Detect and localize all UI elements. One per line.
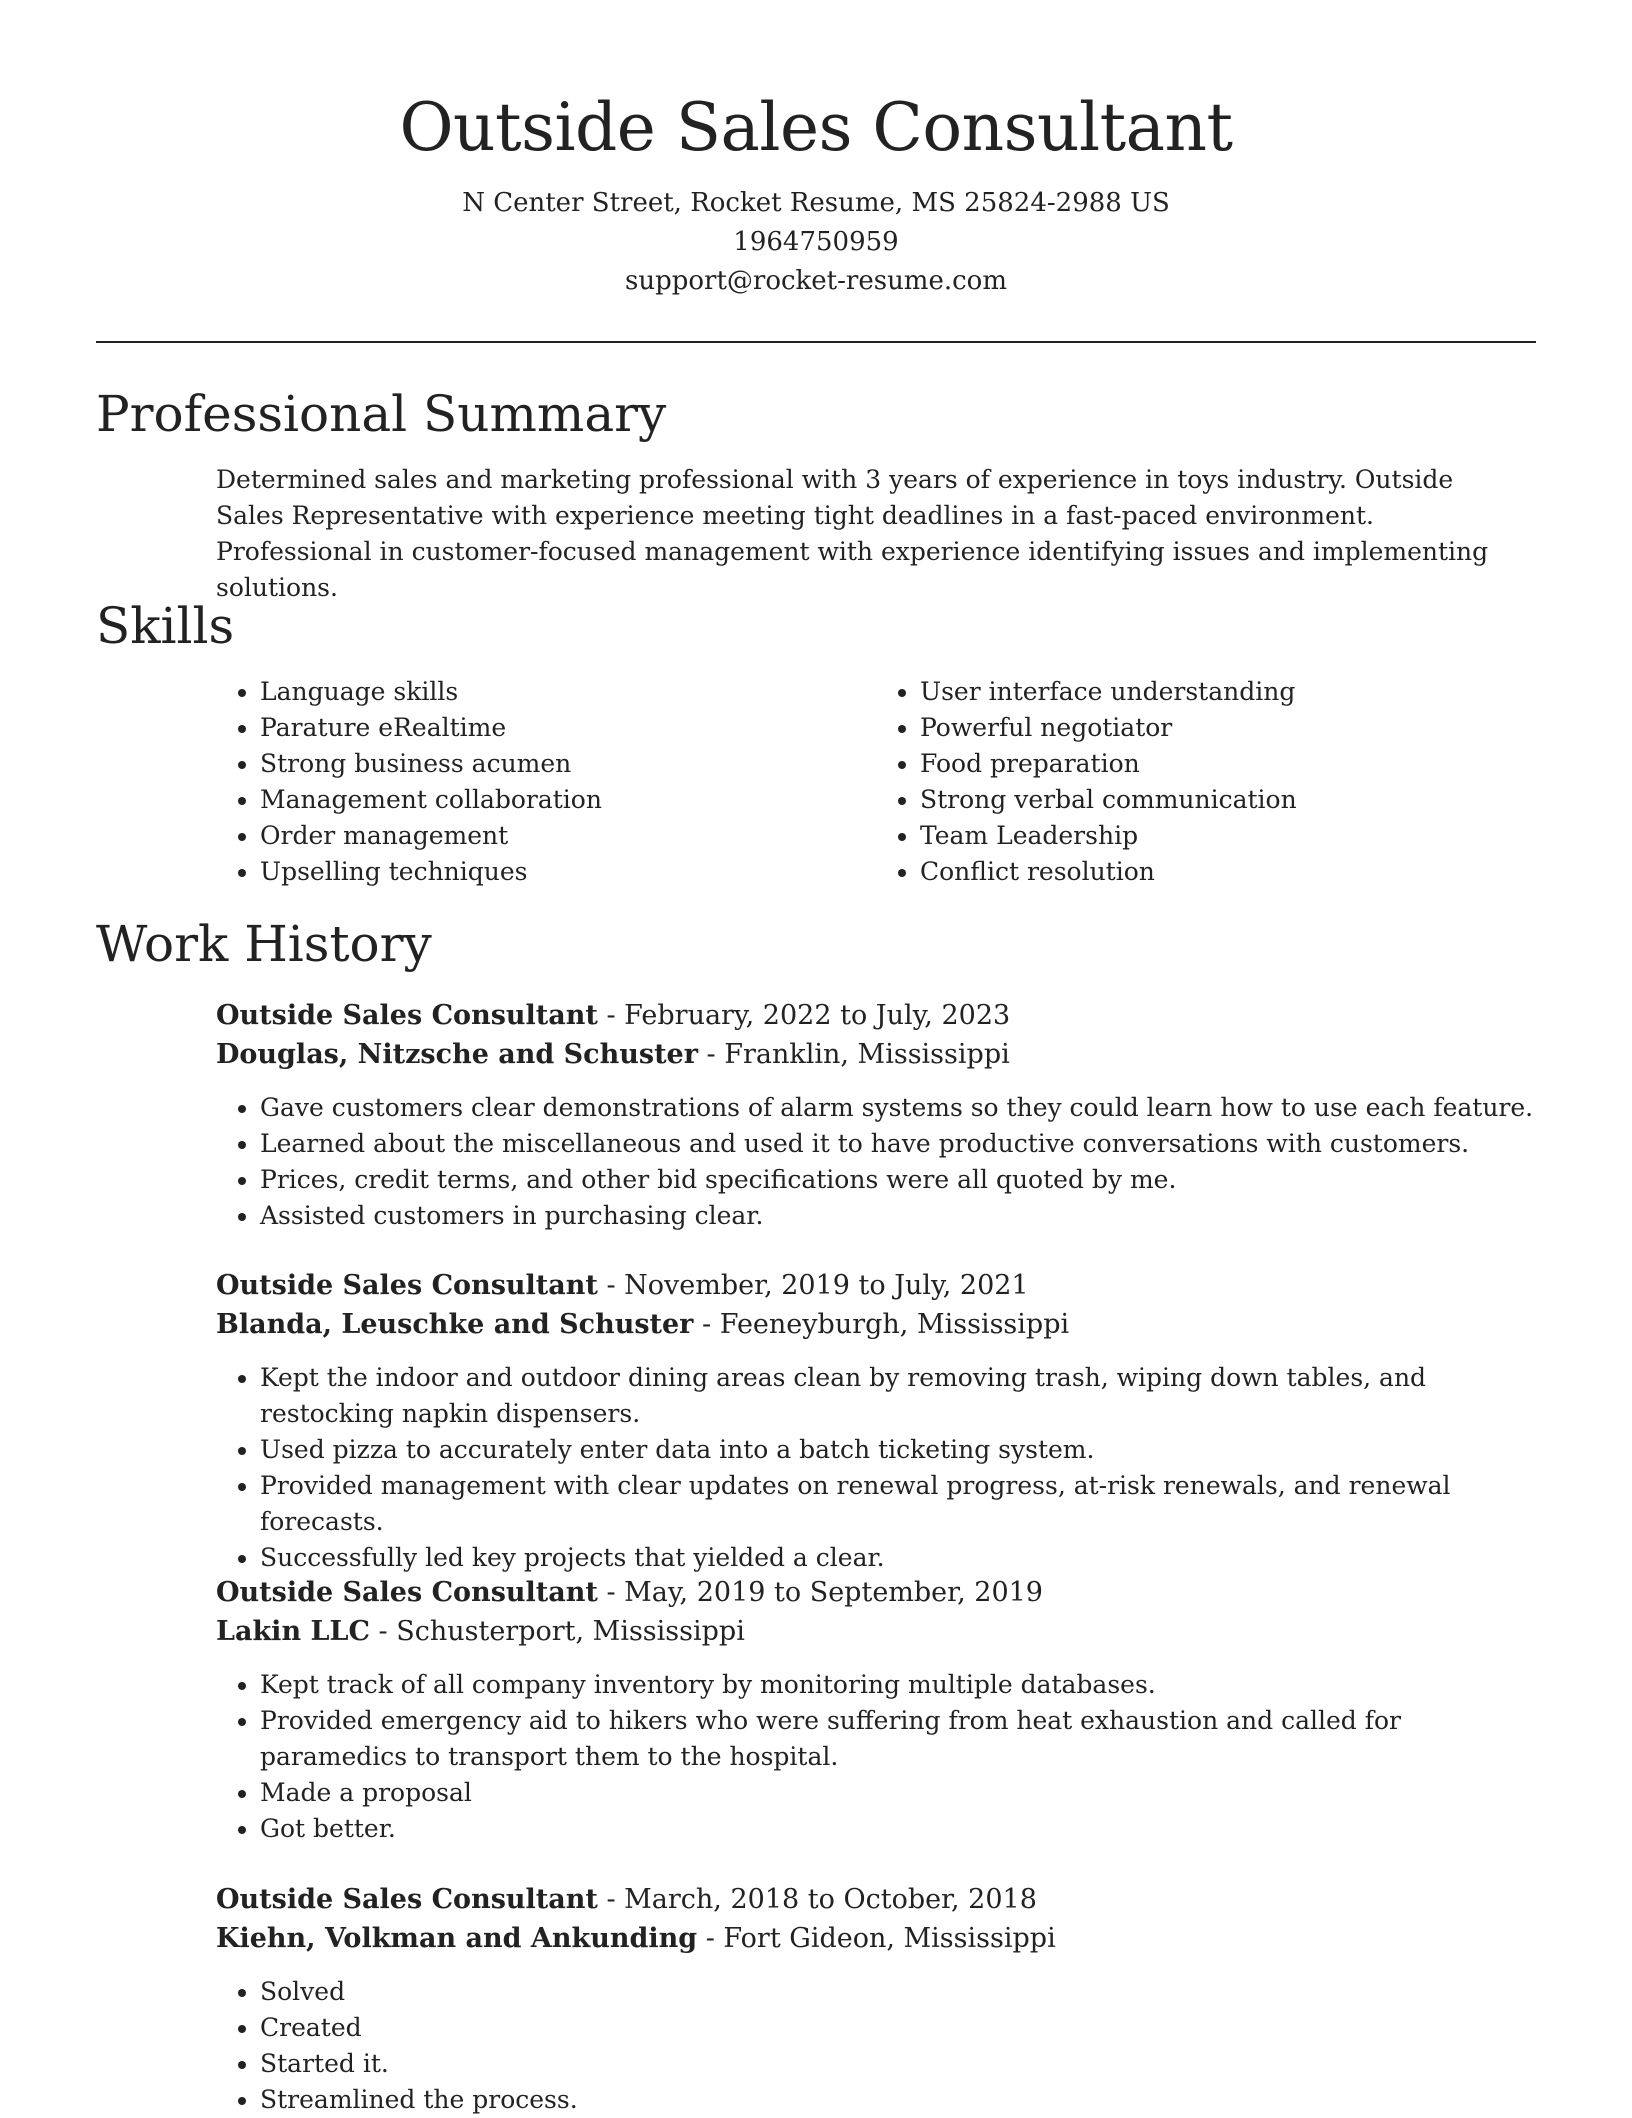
job-bullets — [216, 1360, 1536, 1576]
job-bullet: • Successfully led key projects that yielded a clear. — [260, 1540, 1536, 1576]
job-bullet: • Kept track of all company inventory by monitoring multiple databases. — [260, 1667, 1536, 1703]
contact-address: N Center Street, Rocket Resume, MS 25824-2988 US — [462, 188, 1170, 218]
summary-section-title: Professional Summary — [96, 385, 667, 443]
job-bullets — [216, 1090, 1536, 1234]
skill-item: • Language skills — [260, 674, 876, 710]
job-title-line — [216, 1266, 1536, 1305]
candidate-name: Outside Sales Consultant — [399, 89, 1233, 166]
summary-text: Determined sales and marketing professional with 3 years of experience in toys industry. Outside Sales Representative with experience meeting tight deadlines in a fast-paced environment. Professional in customer-focused management with experience identifying issues and implementing solutions. — [216, 465, 1489, 602]
contact-email: support@rocket-resume.com — [624, 266, 1007, 296]
contact-info — [0, 184, 1632, 301]
job-title-line — [216, 996, 1536, 1035]
job-company: Blanda, Leuschke and Schuster — [216, 1309, 694, 1340]
job-entry — [216, 1573, 1536, 1847]
job-bullet: • Created — [260, 2010, 1536, 2046]
job-entry — [216, 1266, 1536, 1576]
job-company-line — [216, 1305, 1536, 1344]
job-company: Douglas, Nitzsche and Schuster — [216, 1039, 698, 1070]
skill-item: • Order management — [260, 818, 876, 854]
job-title: Outside Sales Consultant — [216, 1577, 598, 1608]
skill-item: • Team Leadership — [920, 818, 1536, 854]
job-bullets — [216, 1974, 1536, 2118]
job-title: Outside Sales Consultant — [216, 1884, 598, 1915]
contact-phone: 1964750959 — [733, 227, 899, 257]
resume-header — [0, 0, 1632, 301]
job-bullet: • Solved — [260, 1974, 1536, 2010]
job-entry — [216, 1880, 1536, 2118]
job-location: - Franklin, Mississippi — [697, 1039, 1010, 1070]
work-section-title: Work History — [96, 915, 432, 973]
job-location: - Schusterport, Mississippi — [369, 1616, 745, 1647]
skills-list — [216, 674, 1536, 890]
job-bullet: • Got better. — [260, 1811, 1536, 1847]
job-bullet: • Gave customers clear demonstrations of alarm systems so they could learn how to use each feature. — [260, 1090, 1536, 1126]
job-bullet: • Provided management with clear updates on renewal progress, at-risk renewals, and renewal forecasts. — [260, 1468, 1536, 1540]
job-company-line — [216, 1035, 1536, 1074]
skill-item: • Strong business acumen — [260, 746, 876, 782]
skill-item: • Powerful negotiator — [920, 710, 1536, 746]
job-location: - Fort Gideon, Mississippi — [697, 1923, 1056, 1954]
job-bullet: • Made a proposal — [260, 1775, 1536, 1811]
skill-item: • Strong verbal communication — [920, 782, 1536, 818]
skill-item: • Parature eRealtime — [260, 710, 876, 746]
job-bullet: • Prices, credit terms, and other bid specifications were all quoted by me. — [260, 1162, 1536, 1198]
skill-item: • Conflict resolution — [920, 854, 1536, 890]
skills-section-title: Skills — [96, 597, 235, 655]
job-bullet: • Used pizza to accurately enter data into a batch ticketing system. — [260, 1432, 1536, 1468]
job-company-line — [216, 1919, 1536, 1958]
job-bullets — [216, 1667, 1536, 1847]
skill-item: • User interface understanding — [920, 674, 1536, 710]
job-bullet: • Started it. — [260, 2046, 1536, 2082]
skills-column-right — [876, 674, 1536, 890]
job-dates: - March, 2018 to October, 2018 — [597, 1884, 1037, 1915]
job-company-line — [216, 1612, 1536, 1651]
job-company: Kiehn, Volkman and Ankunding — [216, 1923, 698, 1954]
skill-item: • Management collaboration — [260, 782, 876, 818]
skill-item: • Upselling techniques — [260, 854, 876, 890]
job-company: Lakin LLC — [216, 1616, 370, 1647]
job-dates: - November, 2019 to July, 2021 — [597, 1270, 1029, 1301]
skill-item: • Food preparation — [920, 746, 1536, 782]
job-title-line — [216, 1573, 1536, 1612]
job-bullet: • Streamlined the process. — [260, 2082, 1536, 2118]
job-bullet: • Kept the indoor and outdoor dining areas clean by removing trash, wiping down tables, and restocking napkin dispensers. — [260, 1360, 1536, 1432]
job-bullet: • Assisted customers in purchasing clear. — [260, 1198, 1536, 1234]
job-location: - Feeneyburgh, Mississippi — [693, 1309, 1070, 1340]
job-dates: - February, 2022 to July, 2023 — [597, 1000, 1011, 1031]
job-title: Outside Sales Consultant — [216, 1270, 598, 1301]
skills-column-left — [216, 674, 876, 890]
header-divider — [96, 341, 1536, 343]
job-title: Outside Sales Consultant — [216, 1000, 598, 1031]
job-entry — [216, 996, 1536, 1234]
job-bullet: • Learned about the miscellaneous and used it to have productive conversations with customers. — [260, 1126, 1536, 1162]
job-bullet: • Provided emergency aid to hikers who were suffering from heat exhaustion and called for paramedics to transport them to the hospital. — [260, 1703, 1536, 1775]
job-dates: - May, 2019 to September, 2019 — [597, 1577, 1043, 1608]
job-title-line — [216, 1880, 1536, 1919]
